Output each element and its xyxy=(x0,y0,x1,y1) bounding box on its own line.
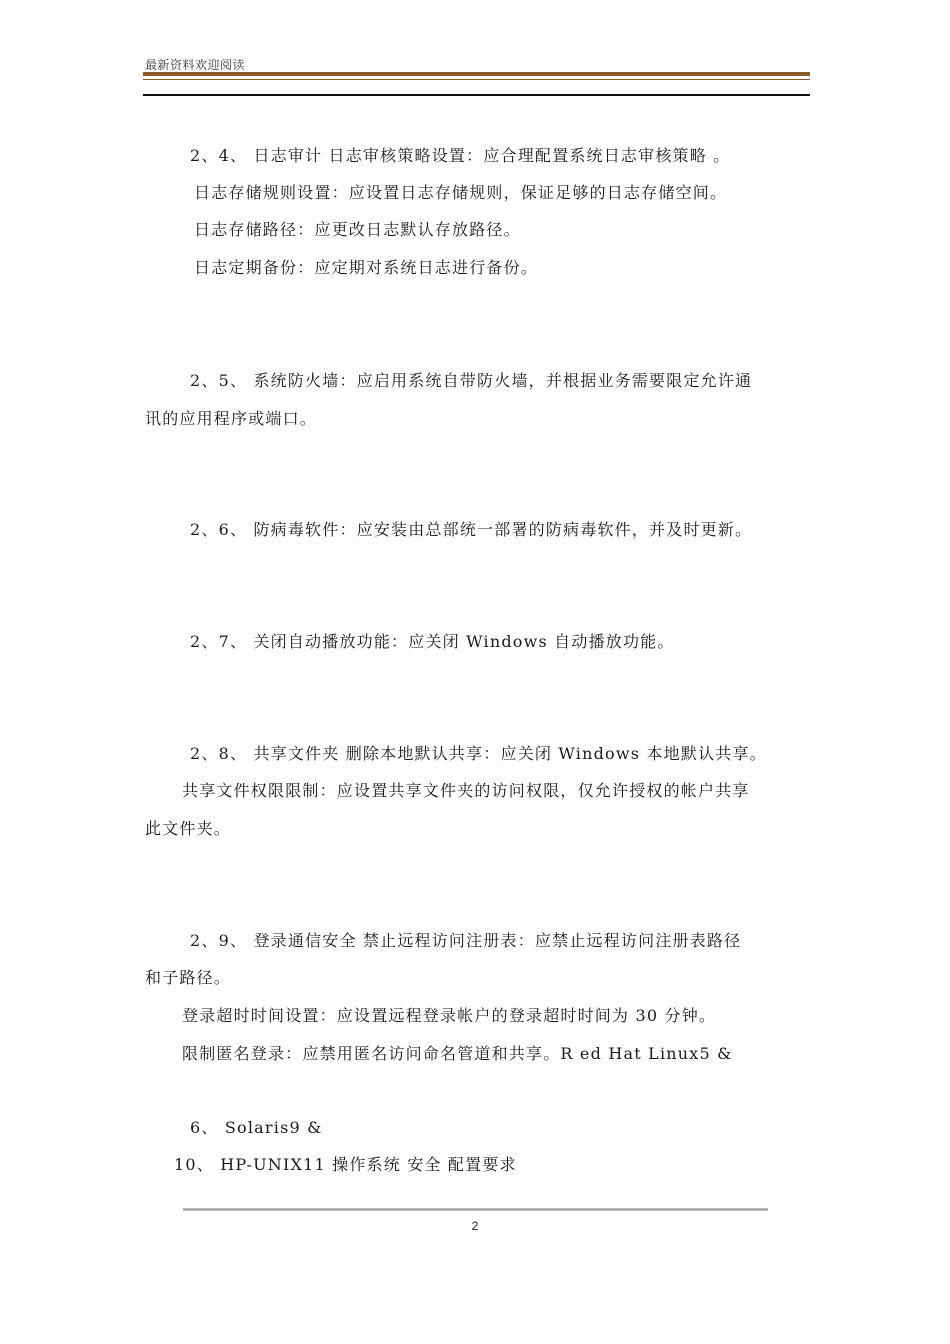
log-storage-path-line: 日志存储路径：应更改日志默认存放路径。 xyxy=(194,220,521,239)
footer-rule xyxy=(183,1208,768,1211)
header-rule-thick xyxy=(143,72,810,76)
page-header-text: 最新资料欢迎阅读 xyxy=(145,58,246,72)
section-2-7-heading: 2、7、 关闭自动播放功能：应关闭 Windows 自动播放功能。 xyxy=(190,632,675,651)
anonymous-login-line: 限制匿名登录：应禁用匿名访问命名管道和共享。R ed Hat Linux5 & xyxy=(182,1044,733,1063)
section-2-9-continuation: 和子路径。 xyxy=(145,968,232,987)
section-2-4-heading: 2、4、 日志审计 日志审核策略设置：应合理配置系统日志审核策略 。 xyxy=(190,146,731,165)
section-2-5-continuation: 讯的应用程序或端口。 xyxy=(145,409,318,428)
section-2-5-heading: 2、5、 系统防火墙：应启用系统自带防火墙，并根据业务需要限定允许通 xyxy=(190,371,753,390)
page-number: 2 xyxy=(471,1219,479,1233)
os-list-line-1: 6、 Solaris9 & xyxy=(190,1118,323,1137)
section-2-8-heading: 2、8、 共享文件夹 删除本地默认共享：应关闭 Windows 本地默认共享。 xyxy=(190,744,767,763)
section-2-6-heading: 2、6、 防病毒软件：应安装由总部统一部署的防病毒软件，并及时更新。 xyxy=(190,520,753,539)
header-rule-black xyxy=(143,94,810,96)
log-backup-line: 日志定期备份：应定期对系统日志进行备份。 xyxy=(194,258,539,277)
log-storage-rule-line: 日志存储规则设置：应设置日志存储规则，保证足够的日志存储空间。 xyxy=(194,183,728,202)
share-permission-line: 共享文件权限限制：应设置共享文件夹的访问权限，仅允许授权的帐户共享 xyxy=(182,781,750,800)
header-rule-thin xyxy=(143,79,810,80)
share-permission-continuation: 此文件夹。 xyxy=(145,819,232,838)
os-list-line-2: 10、 HP-UNIX11 操作系统 安全 配置要求 xyxy=(174,1155,517,1174)
section-2-9-heading: 2、9、 登录通信安全 禁止远程访问注册表：应禁止远程访问注册表路径 xyxy=(190,931,742,950)
login-timeout-line: 登录超时时间设置：应设置远程登录帐户的登录超时时间为 30 分钟。 xyxy=(182,1006,717,1025)
